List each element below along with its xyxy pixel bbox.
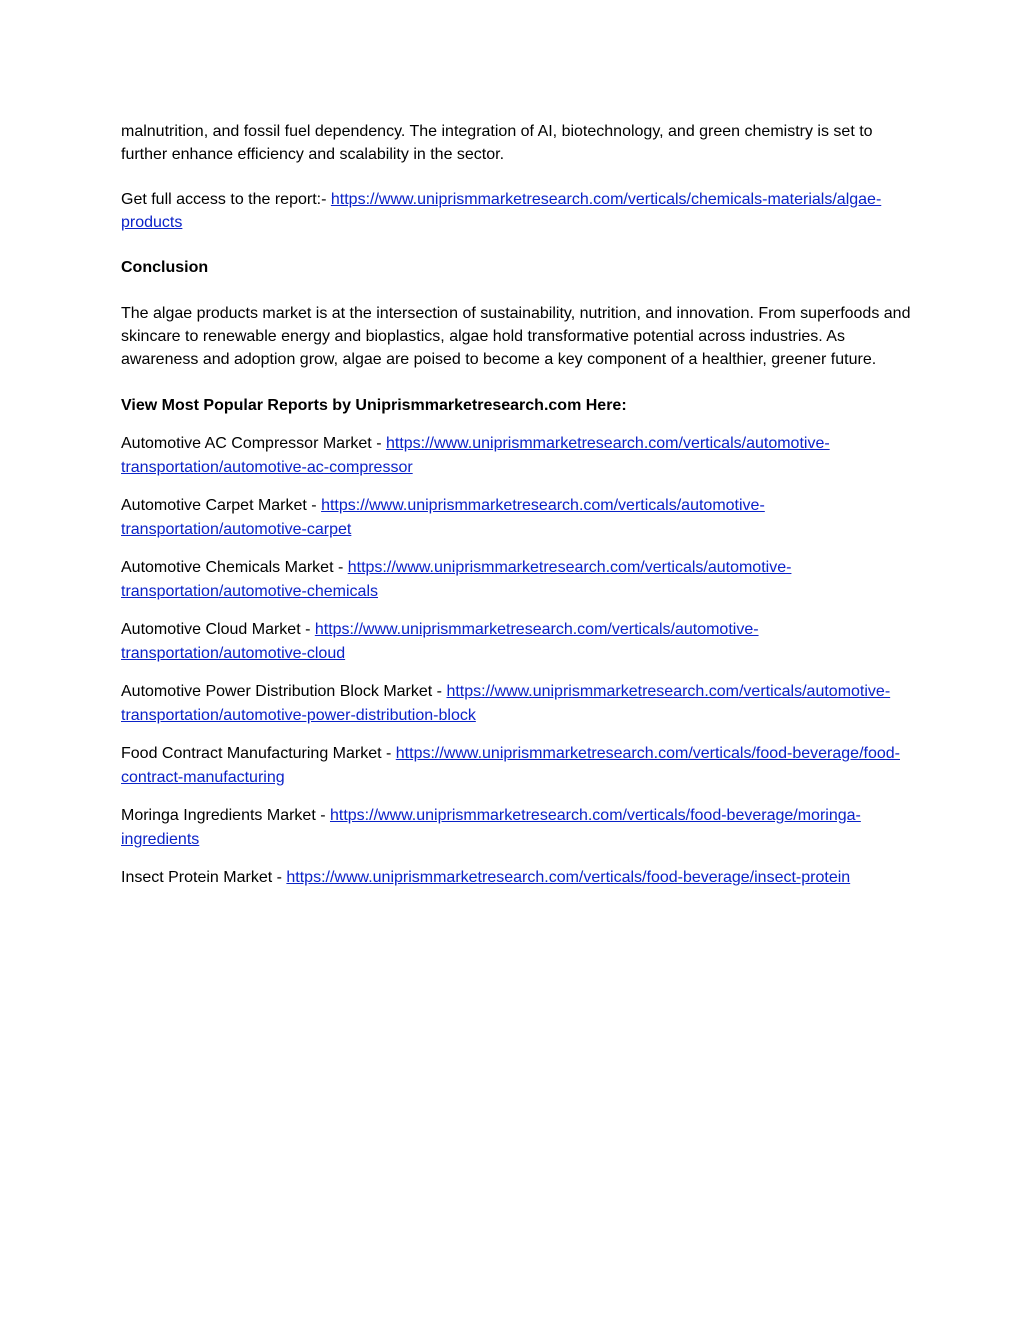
report-item-label: Automotive Chemicals Market - [121, 559, 348, 576]
report-item-label: Automotive Power Distribution Block Market - [121, 683, 447, 700]
report-access-paragraph [121, 188, 911, 234]
report-item-link[interactable]: https://www.uniprismmarketresearch.com/verticals/automotive-transportation/automotive-chemicals [121, 559, 792, 600]
conclusion-paragraph: The algae products market is at the intersection of sustainability, nutrition, and innovation. From superfoods and skincare to renewable energy and bioplastics, algae hold transformative potential across industries. As awareness and adoption grow, algae are poised to become a key component of a healthier, greener future. [121, 305, 911, 368]
report-item-automotive-ac-compressor [121, 432, 911, 480]
report-item-automotive-carpet [121, 494, 911, 542]
report-item-food-contract-manufacturing [121, 742, 911, 790]
popular-reports-heading: View Most Popular Reports by Uniprismmarketresearch.com Here: [121, 397, 627, 414]
conclusion-heading: Conclusion [121, 259, 209, 276]
report-item-link[interactable]: https://www.uniprismmarketresearch.com/verticals/automotive-transportation/automotive-cloud [121, 621, 759, 662]
report-item-link[interactable]: https://www.uniprismmarketresearch.com/verticals/automotive-transportation/automotive-ac-compressor [121, 435, 830, 476]
report-item-label: Insect Protein Market - [121, 869, 287, 886]
report-item-link[interactable]: https://www.uniprismmarketresearch.com/verticals/automotive-transportation/automotive-carpet [121, 497, 765, 538]
report-access-label: Get full access to the report:- [121, 191, 331, 208]
report-item-link[interactable]: https://www.uniprismmarketresearch.com/verticals/food-beverage/insect-protein [286, 869, 851, 886]
report-item-link[interactable]: https://www.uniprismmarketresearch.com/verticals/food-beverage/moringa-ingredients [121, 807, 861, 848]
popular-reports-list [121, 432, 911, 890]
report-item-moringa-ingredients [121, 804, 911, 852]
report-item-label: Food Contract Manufacturing Market - [121, 745, 396, 762]
report-access-link[interactable]: https://www.uniprismmarketresearch.com/verticals/chemicals-materials/algae-products [121, 191, 882, 231]
report-item-automotive-cloud [121, 618, 911, 666]
report-item-label: Automotive Cloud Market - [121, 621, 315, 638]
report-item-link[interactable]: https://www.uniprismmarketresearch.com/verticals/food-beverage/food-contract-manufacturing [121, 745, 900, 786]
report-item-automotive-chemicals [121, 556, 911, 604]
report-item-insect-protein [121, 866, 911, 890]
document-page [121, 120, 911, 904]
report-item-label: Automotive Carpet Market - [121, 497, 322, 514]
report-item-label: Automotive AC Compressor Market - [121, 435, 386, 452]
intro-paragraph: malnutrition, and fossil fuel dependency. The integration of AI, biotechnology, and green chemistry is set to further enhance efficiency and scalability in the sector. [121, 123, 873, 163]
report-item-automotive-power-distribution-block [121, 680, 911, 728]
report-item-label: Moringa Ingredients Market - [121, 807, 330, 824]
report-item-link[interactable]: https://www.uniprismmarketresearch.com/verticals/automotive-transportation/automotive-power-distribution-block [121, 683, 891, 724]
